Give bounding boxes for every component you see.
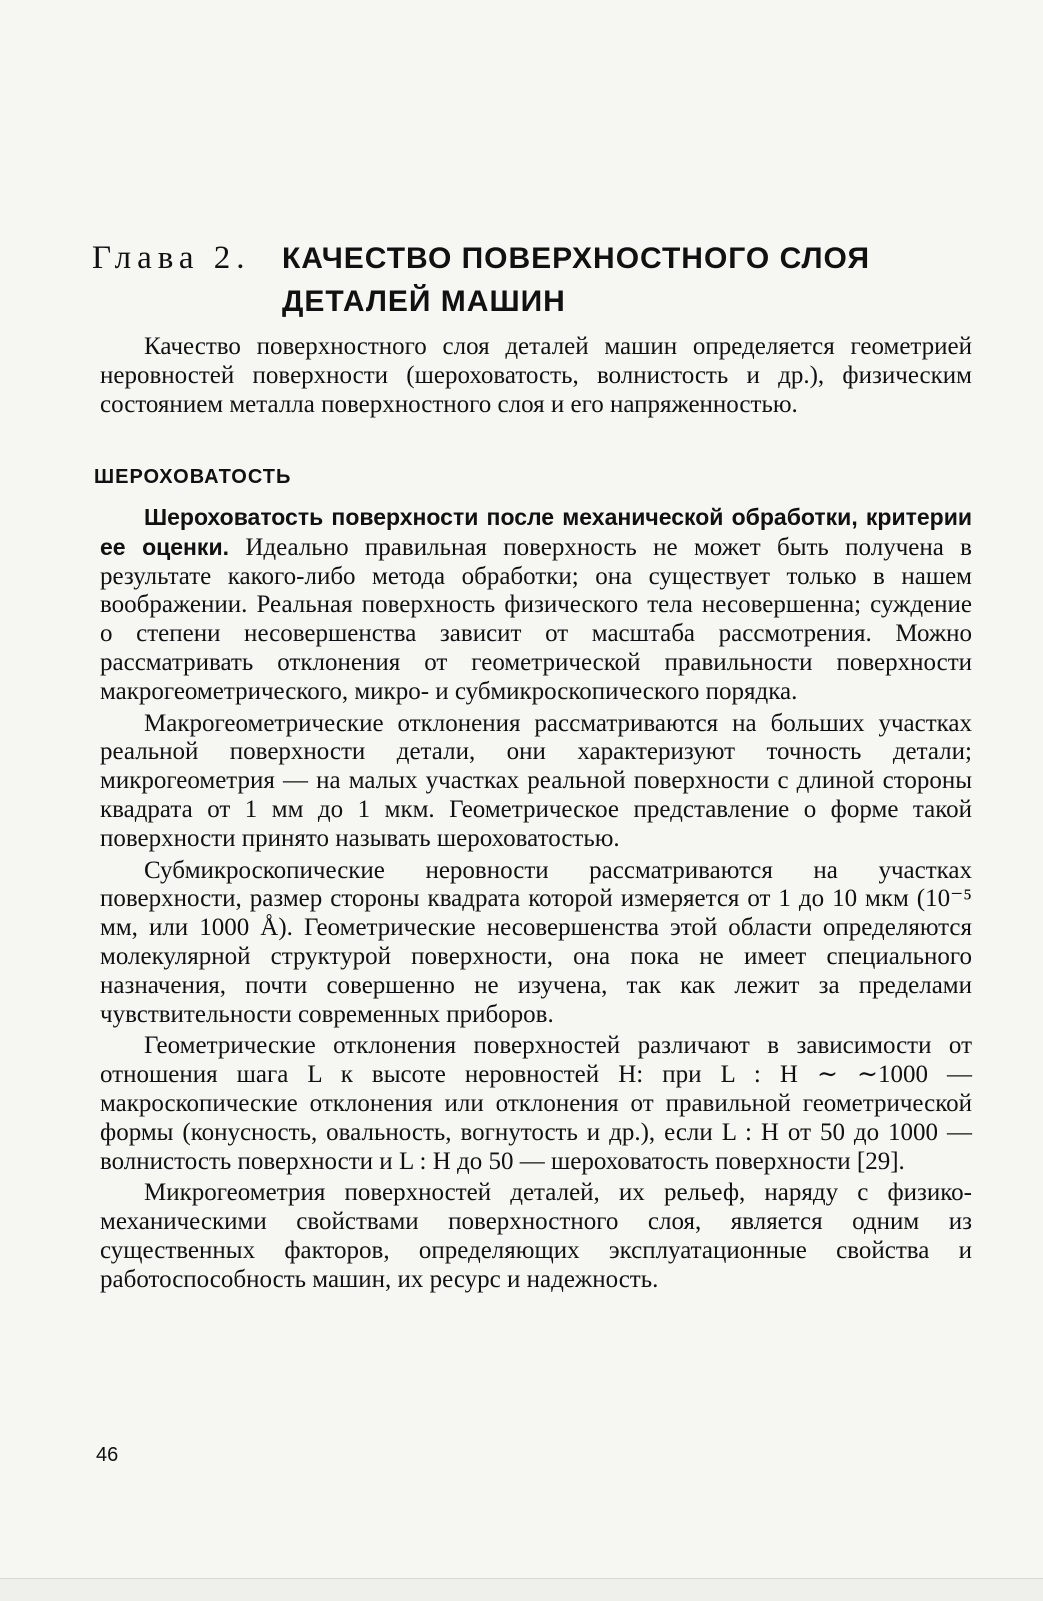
paragraph-1-text: Идеально правильная поверхность не может быть получена в результате какого-либо метода обработки; она существует только в нашем воображении. Реальная поверхность физического тела несовершенна; суждение о степени несовершенства зависит от масштаба рассмотрения. Можно рассматривать отклонения от геометрической правильности поверхности макрогеометрического, микро- и субмикроскопического порядка. bbox=[100, 533, 972, 705]
intro-paragraph: Качество поверхностного слоя деталей машин определяется геометрией неровностей поверхности (шероховатость, волнистость и др.), физическим состоянием металла поверхностного слоя и его напряженностью. bbox=[100, 333, 972, 418]
paragraph-4: Геометрические отклонения поверхностей различают в зависимости от отношения шага L к высоте неровностей H: при L : H ∼ ∼1000 — макроскопические отклонения или отклонения от правильной геометрической формы (конусность, овальность, вогнутость и др.), если L : H от 50 до 1000 — волнистость поверхности и L : H до 50 — шероховатость поверхности [29]. bbox=[100, 1032, 972, 1175]
paragraph-2: Макрогеометрические отклонения рассматриваются на больших участках реальной поверхности детали, они характеризуют точность детали; микрогеометрия — на малых участках реальной поверхности с длиной стороны квадрата от 1 мм до 1 мкм. Геометрическое представление о форме такой поверхности принято называть шероховатостью. bbox=[100, 709, 972, 852]
paragraph-1 bbox=[100, 503, 972, 707]
chapter-label: Глава 2. bbox=[92, 240, 251, 276]
section-heading: ШЕРОХОВАТОСТЬ bbox=[94, 466, 292, 488]
chapter-heading-line1 bbox=[92, 236, 992, 280]
intro-block bbox=[100, 333, 972, 419]
chapter-title-line1: КАЧЕСТВО ПОВЕРХНОСТНОГО СЛОЯ bbox=[282, 242, 871, 275]
section-body bbox=[100, 503, 972, 1298]
chapter-heading-line2 bbox=[92, 280, 992, 324]
scan-bottom-edge bbox=[0, 1578, 1043, 1601]
paragraph-5: Микрогеометрия поверхностей деталей, их рельеф, наряду с физико-механическими свойствами поверхностного слоя, является одним из существенных факторов, определяющих эксплуатационные свойства и работоспособность машин, их ресурс и надежность. bbox=[100, 1179, 972, 1293]
chapter-heading bbox=[92, 236, 992, 324]
page-number: 46 bbox=[96, 1444, 119, 1466]
paragraph-3: Субмикроскопические неровности рассматриваются на участках поверхности, размер стороны квадрата которой измеряется от 1 до 10 мкм (10⁻⁵ мм, или 1000 Å). Геометрические несовершенства этой области определяются молекулярной структурой поверхности, она пока не имеет специального назначения, почти совершенно не изучена, так как лежит за пределами чувствительности современных приборов. bbox=[100, 856, 972, 1028]
paragraph-1-lead: Шероховатость поверхности после механической обработки, критерии ее оценки. bbox=[100, 504, 972, 560]
chapter-title-line2: ДЕТАЛЕЙ МАШИН bbox=[282, 285, 566, 318]
